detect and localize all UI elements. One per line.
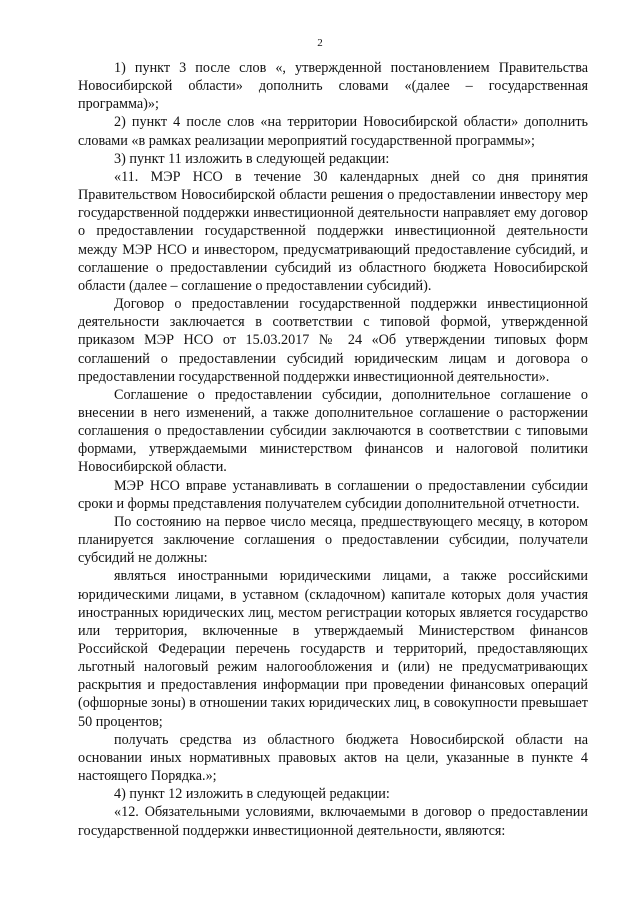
paragraph-point-12: «12. Обязательными условиями, включаемыми в договор о предоставлении государственной поддержки инвестиционной деятельности, являются: bbox=[78, 804, 588, 839]
paragraph-item-4-intro: 4) пункт 12 изложить в следующей редакции: bbox=[114, 786, 390, 803]
paragraph-other-funds: получать средства из областного бюджета Новосибирской области на основании иных нормативных правовых актов на цели, указанные в пункте 4 настоящего Порядка.»; bbox=[78, 731, 588, 785]
page-number: 2 bbox=[317, 37, 323, 49]
paragraph-item-3-intro: 3) пункт 11 изложить в следующей редакции: bbox=[114, 150, 390, 167]
paragraph-contract-form: Договор о предоставлении государственной поддержки инвестиционной деятельности заключается в соответствии с типовой формой, утвержденной приказом МЭР НСО от 15.03.2017 № 24 «Об утверждении типовых форм соглашений о предоставлении субсидий юридическим лицам и договора о предоставлении государственной поддержки инвестиционной деятельности». bbox=[78, 296, 588, 385]
document-body bbox=[78, 59, 588, 840]
paragraph-foreign-entities: являться иностранными юридическими лицами, а также российскими юридическими лицами, в уставном (складочном) капитале которых доля участия иностранных юридических лиц, местом регистрации которых является государство или территория, включенные в утверждаемый Министерством финансов Российской Федерации перечень государств и территорий, предоставляющих льготный налоговый режим налогообложения и (или) не предусматривающих раскрытия и предоставления информации при проведении финансовых операций (офшорные зоны) в отношении таких юридических лиц, в совокупности превышает 50 процентов; bbox=[78, 568, 588, 730]
paragraph-item-2-point-4: 2) пункт 4 после слов «на территории Новосибирской области» дополнить словами «в рамках реализации мероприятий государственной программы»; bbox=[78, 114, 588, 149]
paragraph-point-11: «11. МЭР НСО в течение 30 календарных дней со дня принятия Правительством Новосибирской области решения о предоставлении инвестору мер государственной поддержки инвестиционной деятельности направляет ему договор о предоставлении государственной поддержки инвестиционной деятельности между МЭР НСО и инвестором, предусматривающий предоставление субсидий, и соглашение о предоставлении субсидий из областного бюджета Новосибирской области (далее – соглашение о предоставлении субсидий). bbox=[78, 168, 588, 294]
paragraph-item-1-point-3: 1) пункт 3 после слов «, утвержденной постановлением Правительства Новосибирской области» дополнить словами «(далее – государственная программа)»; bbox=[78, 60, 588, 113]
paragraph-subsidy-agreement: Соглашение о предоставлении субсидии, дополнительное соглашение о внесении в него изменений, а также дополнительное соглашение о расторжении соглашения о предоставлении субсидии заключаются в соответствии с типовыми формами, утверждаемыми министерством финансов и налоговой политики Новосибирской области. bbox=[78, 386, 588, 476]
paragraph-reporting: МЭР НСО вправе устанавливать в соглашении о предоставлении субсидии сроки и формы представления получателем субсидии дополнительной отчетности. bbox=[78, 477, 588, 512]
paragraph-recipient-conditions: По состоянию на первое число месяца, предшествующего месяцу, в котором планируется заключение соглашения о предоставлении субсидии, получатели субсидий не должны: bbox=[78, 513, 588, 567]
